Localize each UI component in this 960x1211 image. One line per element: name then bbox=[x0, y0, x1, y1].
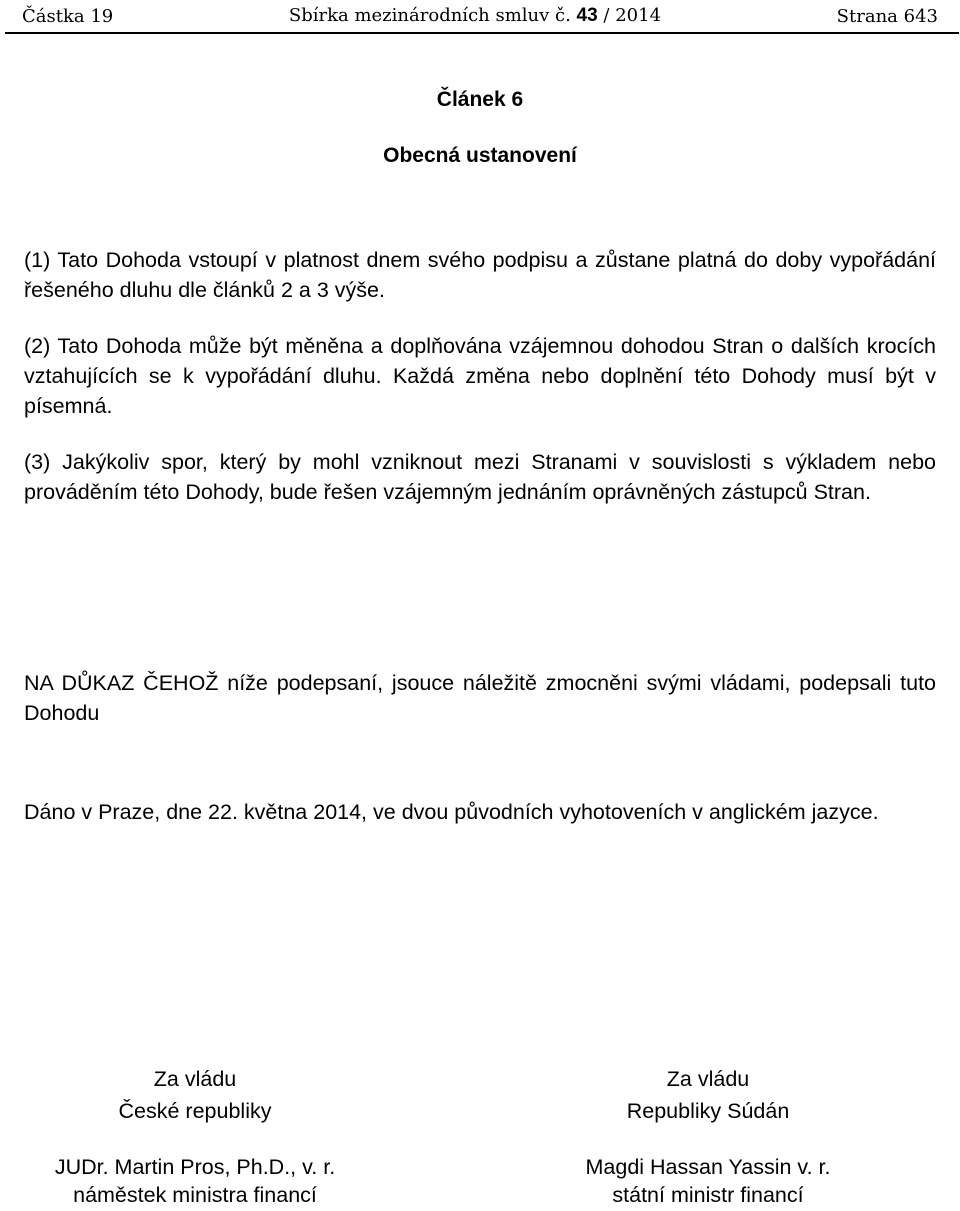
signature-block-right bbox=[548, 1063, 868, 1211]
done-at-clause: Dáno v Praze, dne 22. května 2014, ve dvou původních vyhotoveních v anglickém jazyce. bbox=[24, 800, 879, 824]
header-collection-name: Sbírka mezinárodních smluv č. bbox=[288, 5, 571, 26]
header-collection bbox=[289, 5, 661, 27]
witness-clause: NA DŮKAZ ČEHOŽ níže podepsaní, jsouce náležitě zmocněni svými vládami, podepsali tuto Dohodu bbox=[24, 671, 936, 725]
signature-name: JUDr. Martin Pros, Ph.D., v. r. bbox=[54, 1155, 336, 1179]
signature-role: náměstek ministra financí bbox=[73, 1183, 317, 1207]
paragraph-2: (2) Tato Dohoda může být měněna a doplňována vzájemnou dohodou Stran o dalších krocích vztahujících se k vypořádání dluhu. Každá změna nebo doplnění této Dohody musí být v písemná. bbox=[24, 334, 936, 418]
article-number: Článek 6 bbox=[436, 88, 524, 111]
signature-role: státní ministr financí bbox=[612, 1183, 804, 1207]
header-rule bbox=[5, 32, 959, 34]
signature-for: Za vládu bbox=[153, 1067, 237, 1091]
header-page-number: Strana 643 bbox=[836, 5, 938, 27]
signature-name: Magdi Hassan Yassin v. r. bbox=[585, 1155, 831, 1179]
paragraph-1: (1) Tato Dohoda vstoupí v platnost dnem svého podpisu a zůstane platná do doby vypořádání řešeného dluhu dle článků 2 a 3 výše. bbox=[24, 248, 936, 302]
paragraph-3: (3) Jakýkoliv spor, který by mohl vzniknout mezi Stranami v souvislosti s výkladem nebo prováděním této Dohody, bude řešen vzájemným jednáním oprávněných zástupců Stran. bbox=[24, 450, 936, 504]
header-collection-number: 43 bbox=[576, 5, 598, 26]
signature-block-left bbox=[20, 1063, 370, 1211]
signature-country: Republiky Súdán bbox=[626, 1099, 790, 1123]
header-collection-year: / 2014 bbox=[603, 5, 662, 26]
signature-country: České republiky bbox=[118, 1099, 272, 1123]
signature-for: Za vládu bbox=[666, 1067, 750, 1091]
article-title: Obecná ustanovení bbox=[383, 144, 577, 167]
page-header bbox=[22, 2, 938, 30]
header-part: Částka 19 bbox=[22, 5, 114, 27]
